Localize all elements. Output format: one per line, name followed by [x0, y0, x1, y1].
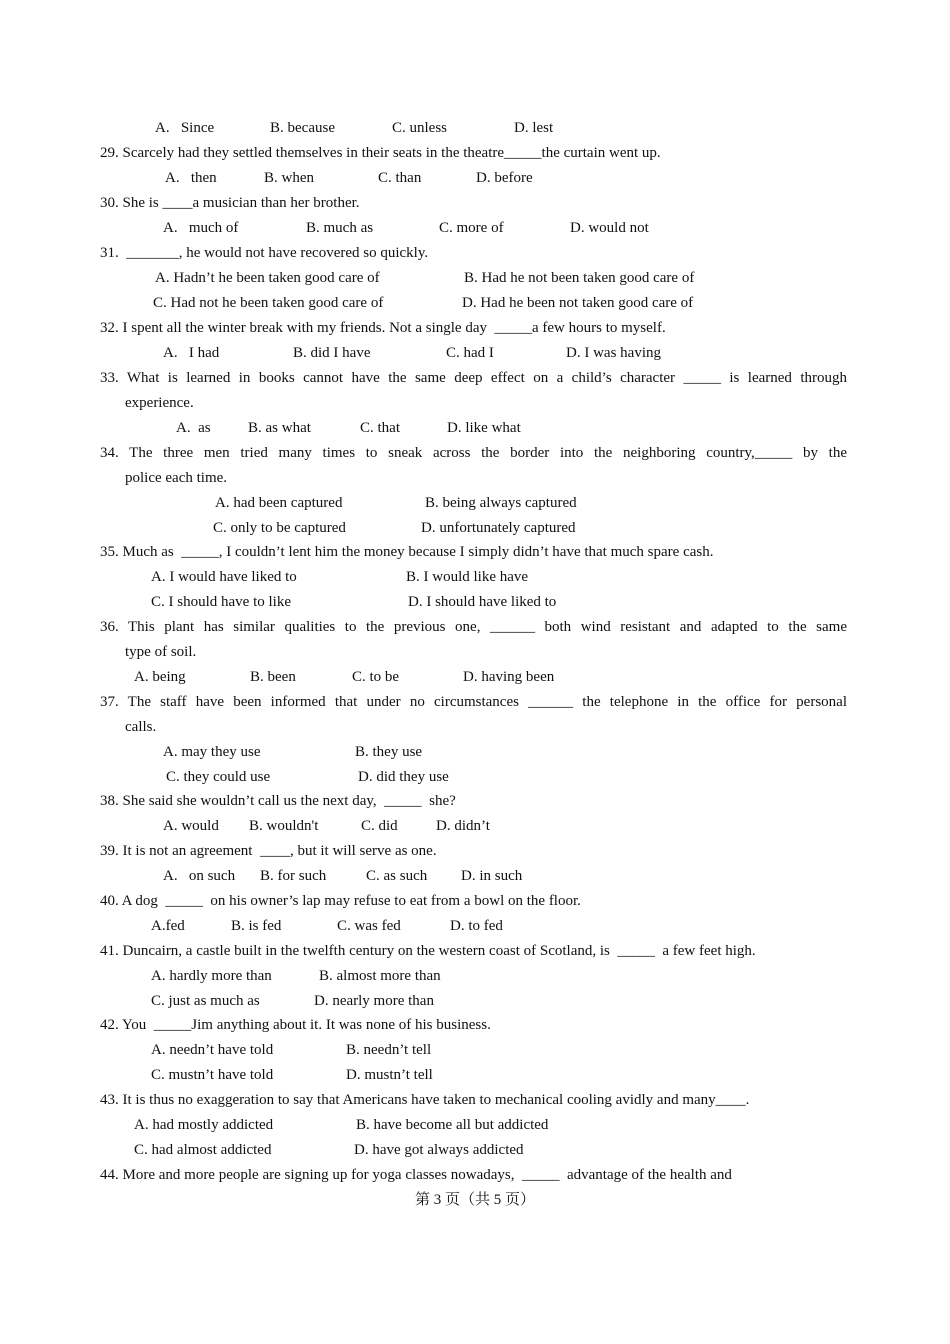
q28-option-c: C. unless [392, 120, 448, 136]
q40-option-d: D. to fed [450, 918, 503, 934]
q30-option-c: C. more of [439, 220, 504, 236]
q39-option-d: D. in such [461, 868, 523, 884]
q39-option-c: C. as such [366, 868, 428, 884]
q43-stem: 43. It is thus no exaggeration to say that Americans have taken to mechanical cooling avidly and many____. [100, 1092, 750, 1108]
q28-option-a: A. Since [155, 120, 215, 136]
q35-option-b: B. I would like have [406, 569, 529, 585]
q33-stem: 33. What is learned in books cannot have the same deep effect on a child’s character _____ is learned through [100, 370, 847, 386]
q29-option-c: C. than [378, 170, 422, 186]
q43-option-c: C. had almost addicted [134, 1142, 272, 1158]
q42-option-c: C. mustn’t have told [151, 1067, 274, 1083]
q42-option-b: B. needn’t tell [346, 1042, 432, 1058]
q44-stem: 44. More and more people are signing up for yoga classes nowadays, _____ advantage of the health and [100, 1167, 732, 1183]
q30-option-d: D. would not [570, 220, 649, 236]
q28-option-d: D. lest [514, 120, 554, 136]
q37-option-c: C. they could use [166, 769, 271, 785]
q39-stem: 39. It is not an agreement ____, but it will serve as one. [100, 843, 437, 859]
q35-stem: 35. Much as _____, I couldn’t lent him the money because I simply didn’t have that much spare cash. [100, 544, 714, 560]
q30-option-a: A. much of [163, 220, 239, 236]
q36-stem: 36. This plant has similar qualities to the previous one, ______ both wind resistant and adapted to the same [100, 619, 847, 635]
q29-option-a: A. then [165, 170, 217, 186]
q35-option-d: D. I should have liked to [408, 594, 557, 610]
q32-option-b: B. did I have [293, 345, 371, 361]
q43-option-a: A. had mostly addicted [134, 1117, 274, 1133]
q35-option-c: C. I should have to like [151, 594, 291, 610]
q40-option-b: B. is fed [231, 918, 282, 934]
q41-option-c: C. just as much as [151, 993, 260, 1009]
page-footer: 第 3 页（共 5 页） [414, 1192, 535, 1208]
q31-option-a: A. Hadn’t he been taken good care of [155, 270, 380, 286]
q37-option-a: A. may they use [163, 744, 261, 760]
q30-stem: 30. She is ____a musician than her brother. [100, 195, 360, 211]
q31-option-b: B. Had he not been taken good care of [464, 270, 695, 286]
q37-option-b: B. they use [355, 744, 423, 760]
q31-option-c: C. Had not he been taken good care of [153, 295, 384, 311]
q37-stem-continued: calls. [125, 719, 157, 735]
q40-stem: 40. A dog _____ on his owner’s lap may refuse to eat from a bowl on the floor. [100, 893, 581, 909]
q41-stem: 41. Duncairn, a castle built in the twelfth century on the western coast of Scotland, is _____ a few feet high. [100, 943, 756, 959]
q42-option-a: A. needn’t have told [151, 1042, 274, 1058]
q41-option-a: A. hardly more than [151, 968, 272, 984]
q34-stem-continued: police each time. [125, 470, 228, 486]
q34-option-c: C. only to be captured [213, 520, 346, 536]
q40-option-c: C. was fed [337, 918, 401, 934]
q42-stem: 42. You _____Jim anything about it. It was none of his business. [100, 1017, 491, 1033]
q37-stem: 37. The staff have been informed that under no circumstances ______ the telephone in the office for personal [100, 694, 847, 710]
q38-option-c: C. did [361, 818, 398, 834]
q35-option-a: A. I would have liked to [151, 569, 297, 585]
q34-option-a: A. had been captured [215, 495, 343, 511]
q30-option-b: B. much as [306, 220, 374, 236]
q41-option-d: D. nearly more than [314, 993, 434, 1009]
q33-option-d: D. like what [447, 420, 521, 436]
q36-option-b: B. been [250, 669, 296, 685]
q33-option-c: C. that [360, 420, 400, 436]
q34-stem: 34. The three men tried many times to sneak across the border into the neighboring country,_____ by the [100, 445, 847, 461]
q29-stem: 29. Scarcely had they settled themselves in their seats in the theatre_____the curtain went up. [100, 145, 661, 161]
q34-option-b: B. being always captured [425, 495, 577, 511]
q29-option-b: B. when [264, 170, 314, 186]
q36-option-c: C. to be [352, 669, 400, 685]
q38-stem: 38. She said she wouldn’t call us the next day, _____ she? [100, 793, 456, 809]
q32-option-d: D. I was having [566, 345, 661, 361]
q33-stem-continued: experience. [125, 395, 194, 411]
q39-option-a: A. on such [163, 868, 236, 884]
q41-option-b: B. almost more than [319, 968, 441, 984]
q43-option-b: B. have become all but addicted [356, 1117, 549, 1133]
q36-option-a: A. being [134, 669, 186, 685]
q31-stem: 31. _______, he would not have recovered so quickly. [100, 245, 429, 261]
q36-stem-continued: type of soil. [125, 644, 197, 660]
q40-option-a: A.fed [151, 918, 185, 934]
q33-option-b: B. as what [248, 420, 311, 436]
q38-option-b: B. wouldn't [249, 818, 319, 834]
q34-option-d: D. unfortunately captured [421, 520, 576, 536]
q37-option-d: D. did they use [358, 769, 449, 785]
q36-option-d: D. having been [463, 669, 555, 685]
q32-stem: 32. I spent all the winter break with my friends. Not a single day _____a few hours to myself. [100, 320, 666, 336]
q28-option-b: B. because [270, 120, 335, 136]
q32-option-a: A. I had [163, 345, 220, 361]
q33-option-a: A. as [176, 420, 211, 436]
q38-option-a: A. would [163, 818, 219, 834]
q31-option-d: D. Had he been not taken good care of [462, 295, 694, 311]
q43-option-d: D. have got always addicted [354, 1142, 524, 1158]
q38-option-d: D. didn’t [436, 818, 490, 834]
q32-option-c: C. had I [446, 345, 494, 361]
q42-option-d: D. mustn’t tell [346, 1067, 433, 1083]
q29-option-d: D. before [476, 170, 533, 186]
q39-option-b: B. for such [260, 868, 327, 884]
